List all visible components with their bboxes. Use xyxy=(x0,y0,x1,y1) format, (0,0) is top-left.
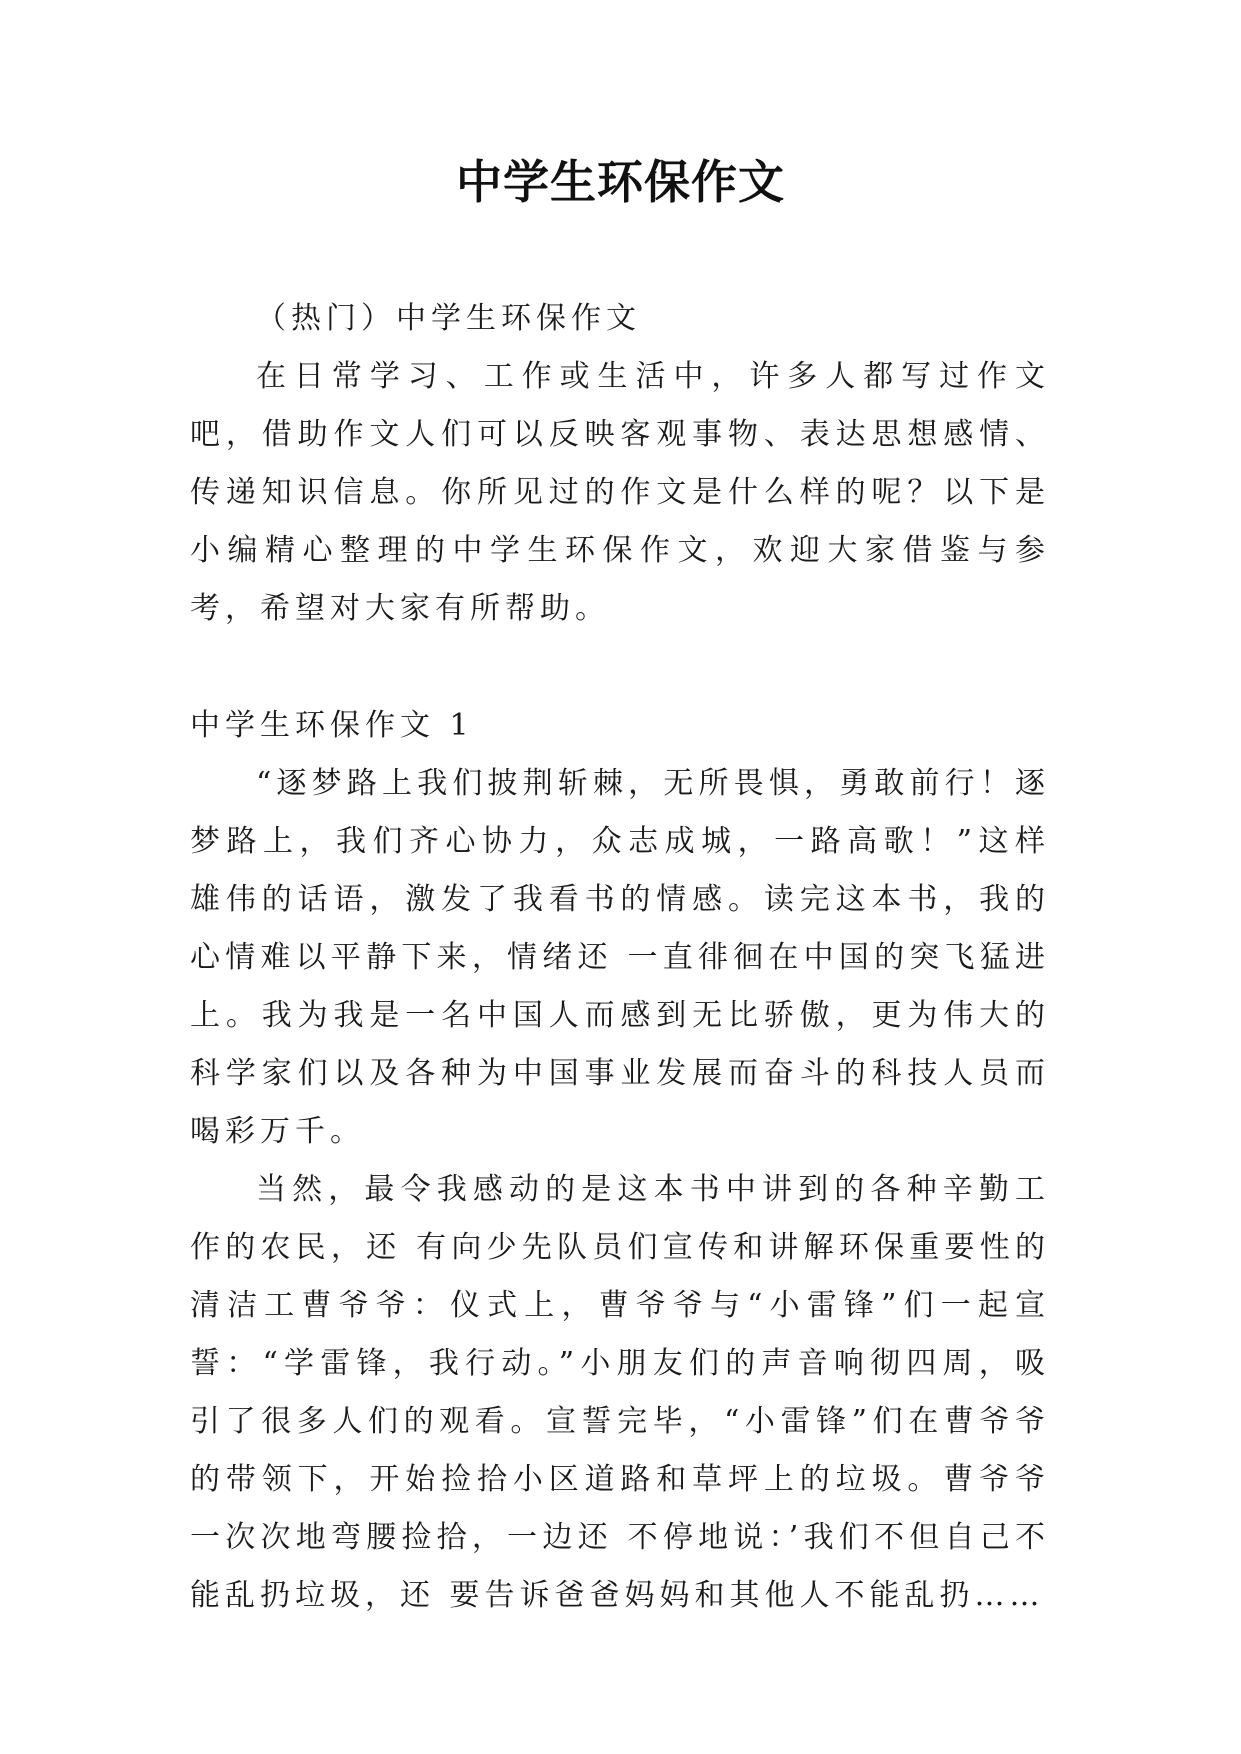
essay-body xyxy=(190,755,1050,1625)
section-heading: 中学生环保作文 1 xyxy=(190,708,474,743)
intro-paragraph: 在日常学习、工作或生活中，许多人都写过作文吧，借助作文人们可以反映客观事物、表达思想感情、传递知识信息。你所见过的作文是什么样的呢？以下是小编精心整理的中学生环保作文，欢迎大家借鉴与参考，希望对大家有所帮助。 xyxy=(190,359,1050,626)
essay-paragraph-1: “逐梦路上我们披荆斩棘，无所畏惧，勇敢前行！逐梦路上，我们齐心协力，众志成城，一路高歌！”这样雄伟的话语，激发了我看书的情感。读完这本书，我的心情难以平静下来，情绪还 一直徘徊在中国的突飞猛进上。我为我是一名中国人而感到无比骄傲，更为伟大的科学家们以及各种为中国事业发展而奋斗的科技人员而喝彩万千。 xyxy=(190,766,1050,1149)
document-subtitle: （热门）中学生环保作文 xyxy=(256,301,641,336)
document-title: 中学生环保作文 xyxy=(456,155,785,209)
essay-paragraph-2: 当然，最令我感动的是这本书中讲到的各种辛勤工作的农民，还 有向少先队员们宣传和讲解环保重要性的清洁工曹爷爷：仪式上，曹爷爷与“小雷锋”们一起宣誓：“学雷锋，我行动。”小朋友们的声音响彻四周，吸引了很多人们的观看。宣誓完毕，“小雷锋”们在曹爷爷的带领下，开始捡拾小区道路和草坪上的垃圾。曹爷爷一次次地弯腰捡拾，一边还 不停地说：’我们不但自己不能乱扔垃圾，还 要告诉爸爸妈妈和其他人不能乱扔…… xyxy=(190,1172,1050,1613)
intro-block xyxy=(190,348,1050,638)
